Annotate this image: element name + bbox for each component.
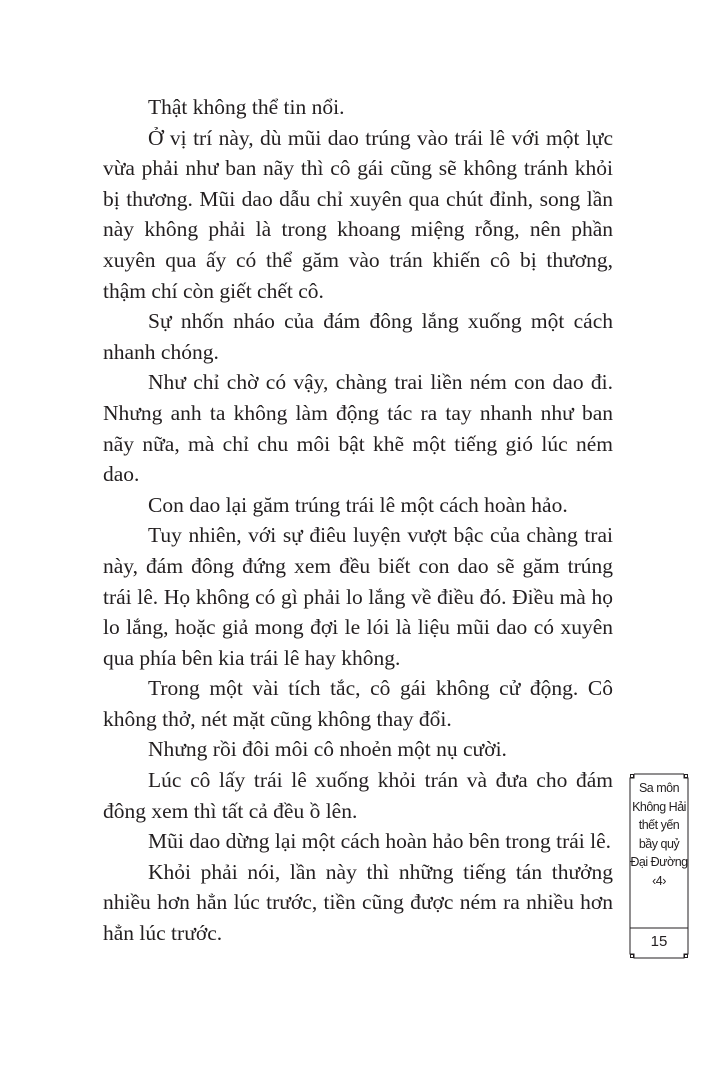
paragraph: Như chỉ chờ có vậy, chàng trai liền ném con dao đi. Nhưng anh ta không làm động tác ra tay nhanh như ban nãy nữa, mà chỉ chu môi bật khẽ một tiếng gió lúc ném dao. — [103, 370, 613, 487]
book-title-line: bầy quỷ — [638, 836, 680, 851]
page-body — [103, 92, 613, 949]
volume-number: ‹4› — [652, 873, 666, 888]
book-title — [628, 779, 690, 890]
book-title-line: Đại Đường — [630, 855, 688, 869]
paragraph: Sự nhốn nháo của đám đông lắng xuống một cách nhanh chóng. — [103, 309, 613, 364]
paragraph: Tuy nhiên, với sự điêu luyện vượt bậc của chàng trai này, đám đông đứng xem đều biết con dao sẽ găm trúng trái lê. Họ không có gì phải lo lắng về điều đó. Điều mà họ lo lắng, hoặc giả mong đợi le lói là liệu mũi dao có xuyên qua phía bên kia trái lê hay không. — [103, 523, 613, 670]
paragraph: Nhưng rồi đôi môi cô nhoẻn một nụ cười. — [148, 737, 507, 762]
paragraph: Mũi dao dừng lại một cách hoàn hảo bên trong trái lê. — [148, 829, 612, 854]
book-title-line: thết yến — [638, 818, 680, 832]
book-title-tab — [628, 771, 690, 961]
book-title-line: Không Hải — [632, 799, 686, 814]
book-title-line: Sa môn — [638, 781, 680, 795]
paragraph: Khỏi phải nói, lần này thì những tiếng tán thưởng nhiều hơn hẳn lúc trước, tiền cũng được ném ra nhiều hơn hẳn lúc trước. — [103, 859, 613, 946]
paragraph: Lúc cô lấy trái lê xuống khỏi trán và đưa cho đám đông xem thì tất cả đều ồ lên. — [103, 768, 613, 823]
paragraph: Trong một vài tích tắc, cô gái không cử động. Cô không thở, nét mặt cũng không thay đổi. — [103, 676, 613, 731]
paragraph: Con dao lại găm trúng trái lê một cách hoàn hảo. — [148, 492, 568, 517]
paragraph: Ở vị trí này, dù mũi dao trúng vào trái lê với một lực vừa phải như ban nãy thì cô gái cũng sẽ không tránh khỏi bị thương. Mũi dao dẫu chỉ xuyên qua chút đỉnh, song lần này không phải là trong khoang miệng rỗng, nên phần xuyên qua ấy có thể găm vào trán khiến cô bị thương, thậm chí còn giết chết cô. — [103, 125, 613, 303]
paragraph: Thật không thể tin nổi. — [148, 95, 345, 119]
page-number: 15 — [650, 933, 668, 950]
